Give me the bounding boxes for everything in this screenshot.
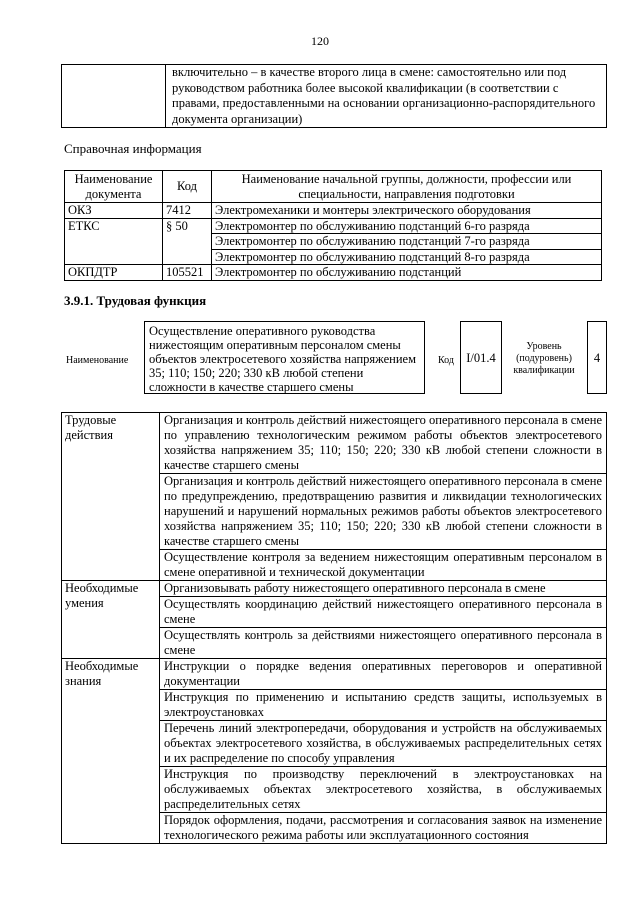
reference-code: § 50	[163, 218, 212, 265]
table-row	[62, 413, 607, 474]
action-item: Осуществление контроля за ведением нижестоящим оперативным персоналом в смене оперативной и технической документации	[160, 550, 607, 581]
continuation-label-cell	[62, 65, 166, 128]
reference-header-row	[65, 171, 602, 203]
knowledge-item: Инструкции о порядке ведения оперативных переговоров и оперативной документации	[160, 659, 607, 690]
action-item: Организация и контроль действий нижестоящего оперативного персонала в смене по предупреждению, предотвращению развития и ликвидации технологических нарушений и нарушений нормальных режимов работы объектов электросетевого хозяйства напряжением 35; 110; 150; 220; 330 кВ любой степени сложности в качестве старшего смены	[160, 474, 607, 550]
reference-name: Электромонтер по обслуживанию подстанций 6-го разряда	[212, 218, 602, 234]
skill-item: Осуществлять контроль за действиями нижестоящего оперативного персонала в смене	[160, 628, 607, 659]
reference-code: 105521	[163, 265, 212, 281]
code-label: Код	[438, 355, 454, 366]
level-label: Уровень (подуровень) квалификации	[513, 341, 575, 376]
reference-name: Электромонтер по обслуживанию подстанций 7-го разряда	[212, 234, 602, 250]
table-row	[62, 581, 607, 597]
header-code: Код	[163, 171, 212, 203]
knowledge-item: Инструкция по производству переключений в электроустановках на обслуживаемых объектах электросетевого хозяйства, в обслуживаемых распределительных сетях	[160, 767, 607, 813]
skill-item: Осуществлять координацию действий нижестоящего оперативного персонала в смене	[160, 597, 607, 628]
function-code: I/01.4	[460, 321, 502, 394]
page-number: 120	[311, 34, 329, 48]
header-document: Наименование документа	[65, 171, 163, 203]
reference-name: Электромонтер по обслуживанию подстанций	[212, 265, 602, 281]
action-item: Организация и контроль действий нижестоящего оперативного персонала в смене по управлению технологическим режимом работы объектов электросетевого хозяйства напряжением 35; 110; 150; 220; 330 кВ любой степени сложности в качестве старшего смены	[160, 413, 607, 474]
knowledge-item: Инструкция по применению и испытанию средств защиты, используемых в электроустановках	[160, 690, 607, 721]
function-details-table	[61, 412, 607, 844]
reference-title: Справочная информация	[64, 141, 202, 156]
reference-doc: ЕТКС	[65, 218, 163, 265]
reference-code: 7412	[163, 203, 212, 219]
knowledge-item: Порядок оформления, подачи, рассмотрения и согласования заявок на изменение технологического режима работы или эксплуатационного состояния	[160, 813, 607, 844]
skill-item: Организовывать работу нижестоящего оперативного персонала в смене	[160, 581, 607, 597]
section-title: 3.9.1. Трудовая функция	[64, 293, 207, 308]
reference-row	[65, 265, 602, 281]
header-name: Наименование начальной группы, должности, профессии или специальности, направления подготовки	[212, 171, 602, 203]
continuation-table	[61, 64, 607, 128]
reference-name: Электромеханики и монтеры электрического оборудования	[212, 203, 602, 219]
reference-row	[65, 203, 602, 219]
reference-table	[64, 170, 602, 281]
name-label: Наименование	[66, 355, 129, 366]
reference-doc: ОКПДТР	[65, 265, 163, 281]
continuation-text: включительно – в качестве второго лица в смене: самостоятельно или под руководством работника более высокой квалификации (в соответствии с правами, предоставленными на основании организационно-распорядительного документа организации)	[166, 65, 607, 128]
knowledge-item: Перечень линий электропередачи, оборудования и устройств на обслуживаемых объектах электросетевого хозяйства, в обслуживаемых распределительных сетях и их распределение по способу управления	[160, 721, 607, 767]
knowledge-label: Необходимые знания	[62, 659, 160, 844]
reference-row	[65, 218, 602, 234]
table-row	[62, 659, 607, 690]
function-name: Осуществление оперативного руководства нижестоящим оперативным персоналом смены объектов электросетевого хозяйства напряжением 35; 110; 150; 220; 330 кВ любой степени сложности в качестве старшего смены	[144, 321, 425, 394]
qualification-level: 4	[587, 321, 607, 394]
reference-name: Электромонтер по обслуживанию подстанций 8-го разряда	[212, 249, 602, 265]
skills-label: Необходимые умения	[62, 581, 160, 659]
reference-doc: ОКЗ	[65, 203, 163, 219]
actions-label: Трудовые действия	[62, 413, 160, 581]
